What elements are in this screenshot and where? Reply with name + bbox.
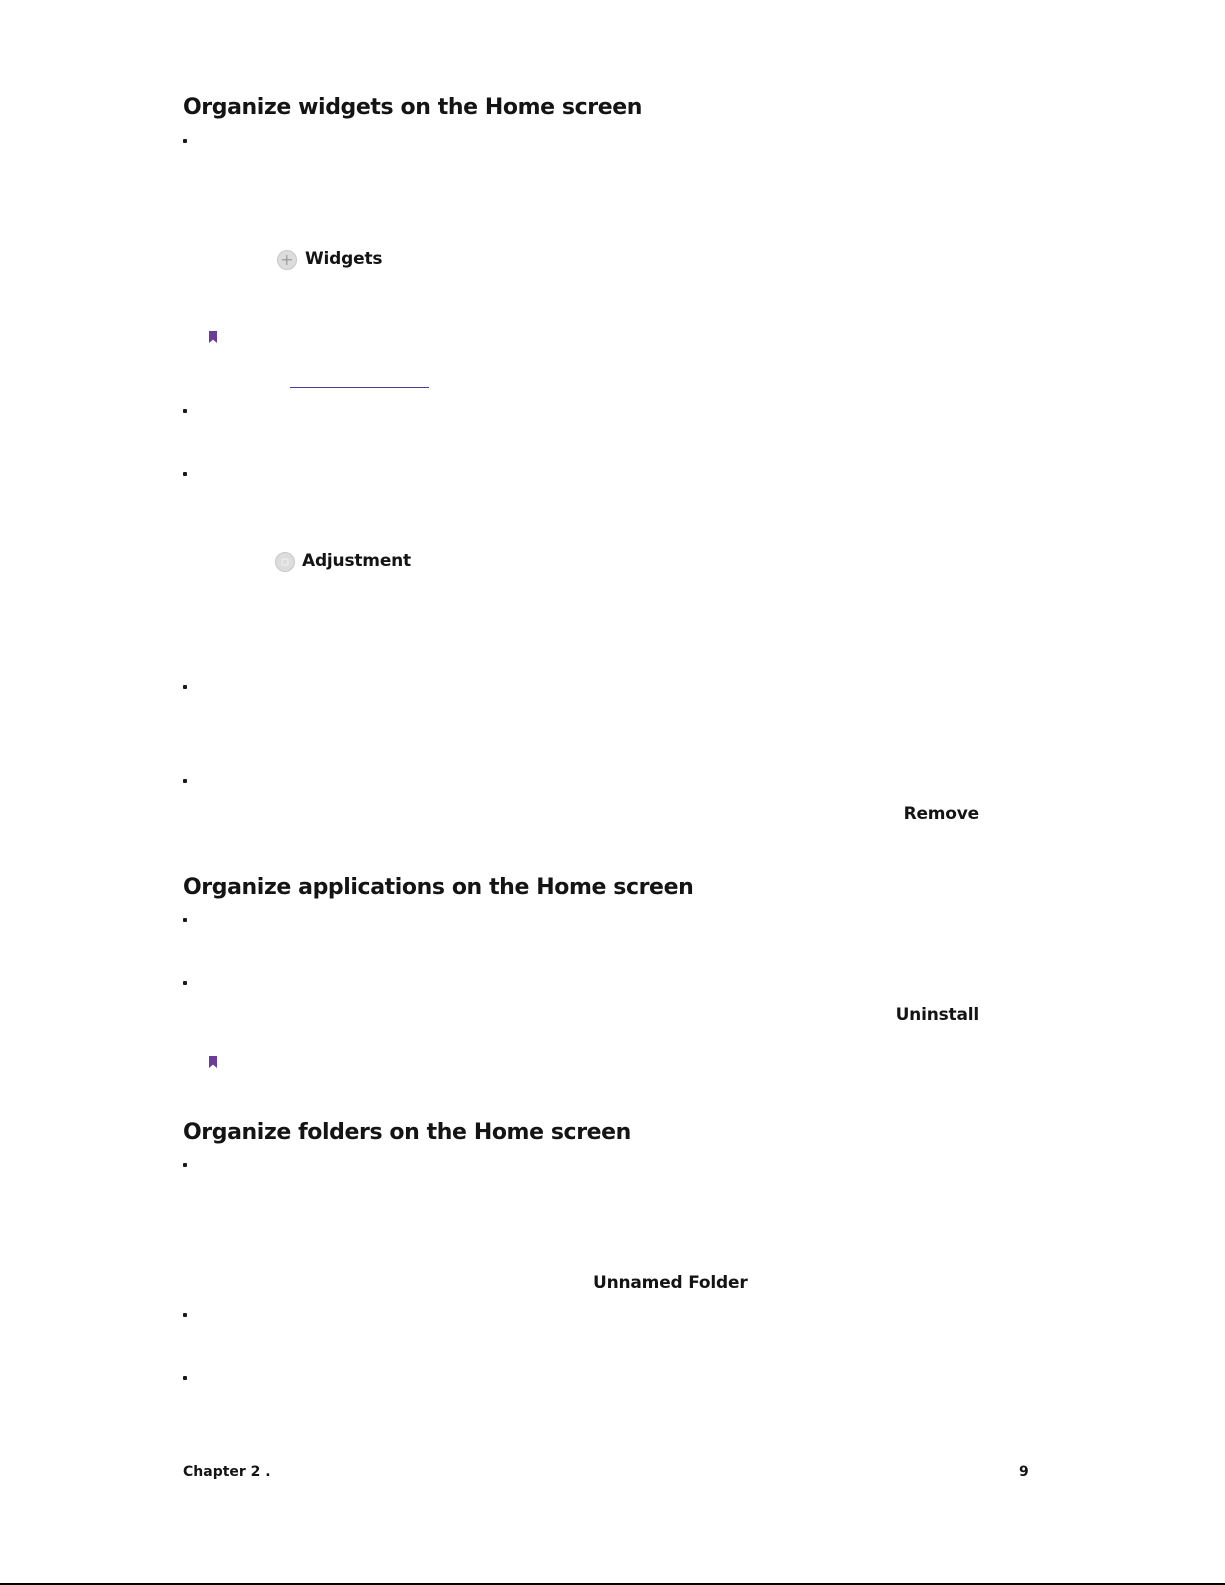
square-circle-icon [275,552,295,572]
list-bullet [183,139,187,143]
footer-page-number: 9 [1019,1464,1029,1480]
list-bullet [183,472,187,476]
list-bullet [183,918,187,922]
bookmark-icon [209,331,217,343]
plus-circle-icon [277,250,297,270]
list-bullet [183,981,187,985]
list-bullet [183,685,187,689]
list-bullet [183,1376,187,1380]
list-bullet [183,409,187,413]
heading-organize-applications: Organize applications on the Home screen [183,875,694,900]
adjustment-label: Adjustment [302,551,411,571]
footer-chapter: Chapter 2 . [183,1464,271,1480]
list-bullet [183,1163,187,1167]
list-bullet [183,779,187,783]
hyperlink-underline[interactable] [290,387,429,388]
list-bullet [183,1313,187,1317]
remove-label: Remove [903,804,979,824]
bookmark-icon [209,1056,217,1068]
unnamed-folder-label: Unnamed Folder [593,1273,748,1293]
heading-organize-widgets: Organize widgets on the Home screen [183,95,643,120]
widgets-label: Widgets [305,249,383,269]
heading-organize-folders: Organize folders on the Home screen [183,1120,631,1145]
uninstall-label: Uninstall [895,1005,979,1025]
